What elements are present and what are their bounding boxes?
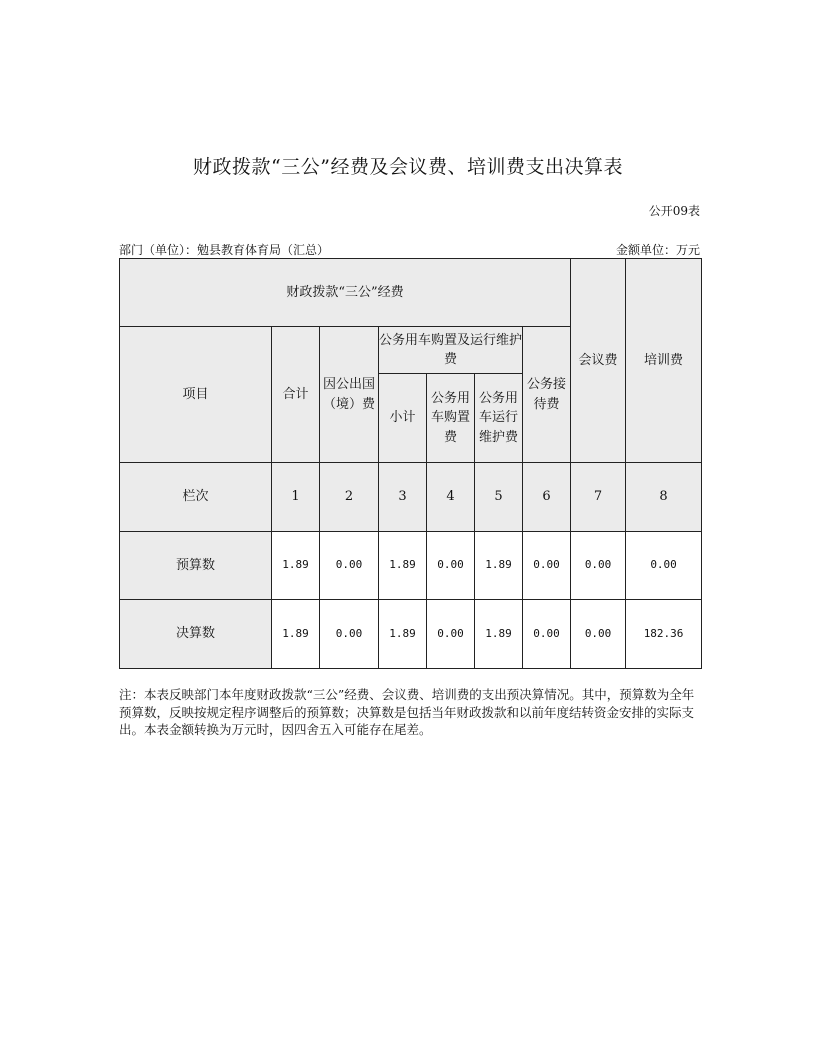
column-index-1: 1 <box>272 463 320 532</box>
expenditure-table <box>119 258 702 669</box>
header-vehicle-purchase: 公务用车购置费 <box>427 374 475 463</box>
row-label-final: 决算数 <box>120 600 272 669</box>
column-index-6: 6 <box>523 463 571 532</box>
header-reception: 公务接待费 <box>523 327 571 463</box>
table-cell: 182.36 <box>626 600 702 669</box>
column-index-7: 7 <box>571 463 626 532</box>
column-index-8: 8 <box>626 463 702 532</box>
header-item: 项目 <box>120 327 272 463</box>
row-label-budget: 预算数 <box>120 532 272 600</box>
header-subtotal: 小计 <box>379 374 427 463</box>
department-label: 部门（单位）：勉县教育体育局（汇总） <box>119 243 330 257</box>
table-cell: 0.00 <box>320 532 379 600</box>
form-number: 公开09表 <box>648 204 700 218</box>
column-index-3: 3 <box>379 463 427 532</box>
column-index-4: 4 <box>427 463 475 532</box>
table-cell: 0.00 <box>320 600 379 669</box>
table-cell: 0.00 <box>571 532 626 600</box>
amount-unit-label: 金额单位：万元 <box>615 243 700 257</box>
table-cell: 0.00 <box>427 532 475 600</box>
header-abroad: 因公出国（境）费 <box>320 327 379 463</box>
table-row <box>120 532 702 600</box>
header-vehicle-operation: 公务用车运行维护费 <box>475 374 523 463</box>
table-cell: 1.89 <box>475 600 523 669</box>
table-cell: 0.00 <box>523 532 571 600</box>
table-cell: 0.00 <box>427 600 475 669</box>
table-cell: 0.00 <box>626 532 702 600</box>
table-cell: 1.89 <box>379 600 427 669</box>
column-index-5: 5 <box>475 463 523 532</box>
header-vehicle-group: 公务用车购置及运行维护费 <box>379 327 523 374</box>
header-training: 培训费 <box>626 259 702 463</box>
table-cell: 1.89 <box>272 600 320 669</box>
table-cell: 1.89 <box>475 532 523 600</box>
table-cell: 0.00 <box>523 600 571 669</box>
table-cell: 1.89 <box>379 532 427 600</box>
header-row-1 <box>120 259 702 327</box>
column-index-label: 栏次 <box>120 463 272 532</box>
header-meeting: 会议费 <box>571 259 626 463</box>
footnote: 注：本表反映部门本年度财政拨款“三公”经费、会议费、培训费的支出预决算情况。其中，预算数为全年预算数，反映按规定程序调整后的预算数；决算数是包括当年财政拨款和以前年度结转资金安排的实际支出。本表金额转换为万元时，因四舍五入可能存在尾差。 <box>119 687 695 737</box>
column-index-row <box>120 463 702 532</box>
header-total: 合计 <box>272 327 320 463</box>
table-cell: 1.89 <box>272 532 320 600</box>
column-index-2: 2 <box>320 463 379 532</box>
page-title: 财政拨款“三公”经费及会议费、培训费支出决算表 <box>193 156 623 178</box>
table-cell: 0.00 <box>571 600 626 669</box>
table-row <box>120 600 702 669</box>
header-sangong-group: 财政拨款“三公”经费 <box>120 259 571 327</box>
